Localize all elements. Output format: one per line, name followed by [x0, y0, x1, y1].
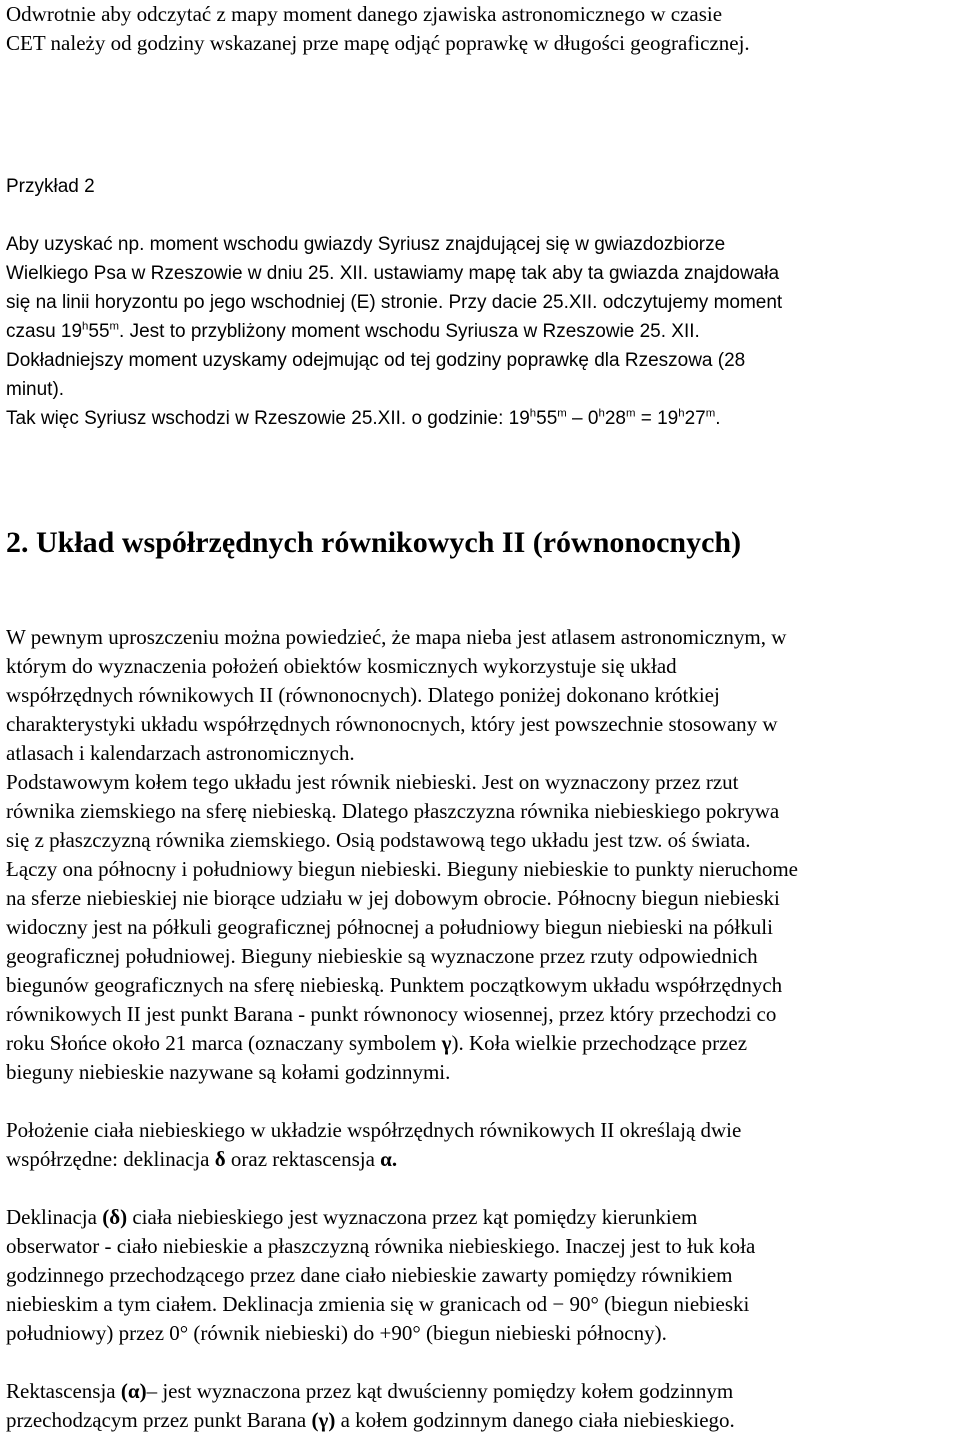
p1-line: W pewnym uproszczeniu można powiedzieć, że mapa nieba jest atlasem astronomicznym, w [6, 625, 787, 649]
intro-line-1: Odwrotnie aby odczytać z mapy moment danego zjawiska astronomicznego w czasie [6, 2, 723, 26]
p5-line-1: Rektascensja (α)– jest wyznaczona przez kąt dwuścienny pomiędzy kołem godzinnym [6, 1379, 734, 1403]
p2-line: Podstawowym kołem tego układu jest równik niebieski. Jest on wyznaczony przez rzut [6, 770, 739, 794]
p2-line: na sferze niebieskiej nie biorące udziału w jej dobowym obrocie. Północny biegun niebieski [6, 886, 780, 910]
example-line-4: czasu 19$^h$55$^m$. Jest to przybliżony moment wschodu Syriusza w Rzeszowie 25. XII. [6, 320, 700, 342]
p2-line: równikowych II jest punkt Barana - punkt równonocy wiosennej, przez który przechodzi co [6, 1002, 777, 1026]
p3-line: Położenie ciała niebieskiego w układzie współrzędnych równikowych II określają dwie [6, 1118, 742, 1142]
example-line-7: Tak więc Syriusz wschodzi w Rzeszowie 25.XII. o godzinie: $19^h55^m - 0^h28^m = 19^h27^m$. [6, 407, 721, 429]
example-line-6: minut). [6, 379, 65, 400]
p2-line: równika ziemskiego na sferę niebieską. Dlatego płaszczyzna równika niebieskiego pokrywa [6, 799, 780, 823]
p1-line: charakterystyki układu współrzędnych równonocnych, który jest powszechnie stosowany w [6, 712, 778, 736]
p4-line-1: Deklinacja (δ) ciała niebieskiego jest wyznaczona przez kąt pomiędzy kierunkiem [6, 1205, 698, 1229]
p1-line: współrzędnych równikowych II (równonocnych). Dlatego poniżej dokonano krótkiej [6, 683, 720, 707]
p2-line: widoczny jest na półkuli geograficznej północnej a południowy biegun niebieski na półkuli [6, 915, 773, 939]
section-heading: 2. Układ współrzędnych równikowych II (równonocnych) [6, 526, 742, 559]
delta-symbol: (δ) [102, 1205, 128, 1229]
p2-line: bieguny niebieskie nazywane są kołami godzinnymi. [6, 1060, 451, 1084]
delta-symbol: δ [214, 1147, 226, 1171]
p4-line: godzinnego przechodzącego przez dane ciało niebieskie zawarty pomiędzy równikiem [6, 1263, 733, 1287]
example-line-5: Dokładniejszy moment uzyskamy odejmując od tej godziny poprawkę dla Rzeszowa (28 [6, 350, 746, 371]
p2-line: biegunów geograficznych na sferę niebieską. Punktem początkowym układu współrzędnych [6, 973, 783, 997]
example-line-2: Wielkiego Psa w Rzeszowie w dniu 25. XII. ustawiamy mapę tak aby ta gwiazda znajdowała [6, 263, 780, 284]
p2-line: się z płaszczyzną równika ziemskiego. Osią podstawową tego układu jest tzw. oś świata. [6, 828, 751, 852]
example-line-3: się na linii horyzontu po jego wschodniej (E) stronie. Przy dacie 25.XII. odczytujemy moment [6, 292, 783, 313]
alpha-symbol: (α) [120, 1379, 147, 1403]
p4-line: niebieskim a tym ciałem. Deklinacja zmienia się w granicach od − 90° (biegun niebieski [6, 1292, 750, 1316]
example-title: Przykład 2 [6, 176, 95, 197]
p4-line: południowy) przez 0° (równik niebieski) do +90° (biegun niebieski północny). [6, 1321, 667, 1345]
p2-line-symbol: roku Słońce około 21 marca (oznaczany symbolem γ). Koła wielkie przechodzące przez [6, 1031, 748, 1055]
p2-line: Łączy ona północny i południowy biegun niebieski. Bieguny niebieskie to punkty nieruchome [6, 857, 799, 881]
p3-line-symbols: współrzędne: deklinacja δ oraz rektascensja α. [6, 1147, 398, 1171]
intro-line-2: CET należy od godziny wskazanej prze mapę odjąć poprawkę w długości geograficznej. [6, 31, 750, 55]
p4-line: obserwator - ciało niebieskie a płaszczyzną równika niebieskiego. Inaczej jest to łuk koła [6, 1234, 756, 1258]
p1-line: atlasach i kalendarzach astronomicznych. [6, 741, 355, 765]
p5-line-2: przechodzącym przez punkt Barana (γ) a kołem godzinnym danego ciała niebieskiego. [6, 1408, 735, 1432]
gamma-symbol: γ [441, 1031, 452, 1055]
gamma-symbol: (γ) [311, 1408, 336, 1432]
alpha-symbol: α. [380, 1147, 398, 1171]
example-line-1: Aby uzyskać np. moment wschodu gwiazdy Syriusz znajdującej się w gwiazdozbiorze [6, 234, 726, 255]
p2-line: geograficznej południowej. Bieguny niebieskie są wyznaczone przez rzuty odpowiednich [6, 944, 758, 968]
p1-line: którym do wyznaczenia położeń obiektów kosmicznych wykorzystuje się układ [6, 654, 677, 678]
